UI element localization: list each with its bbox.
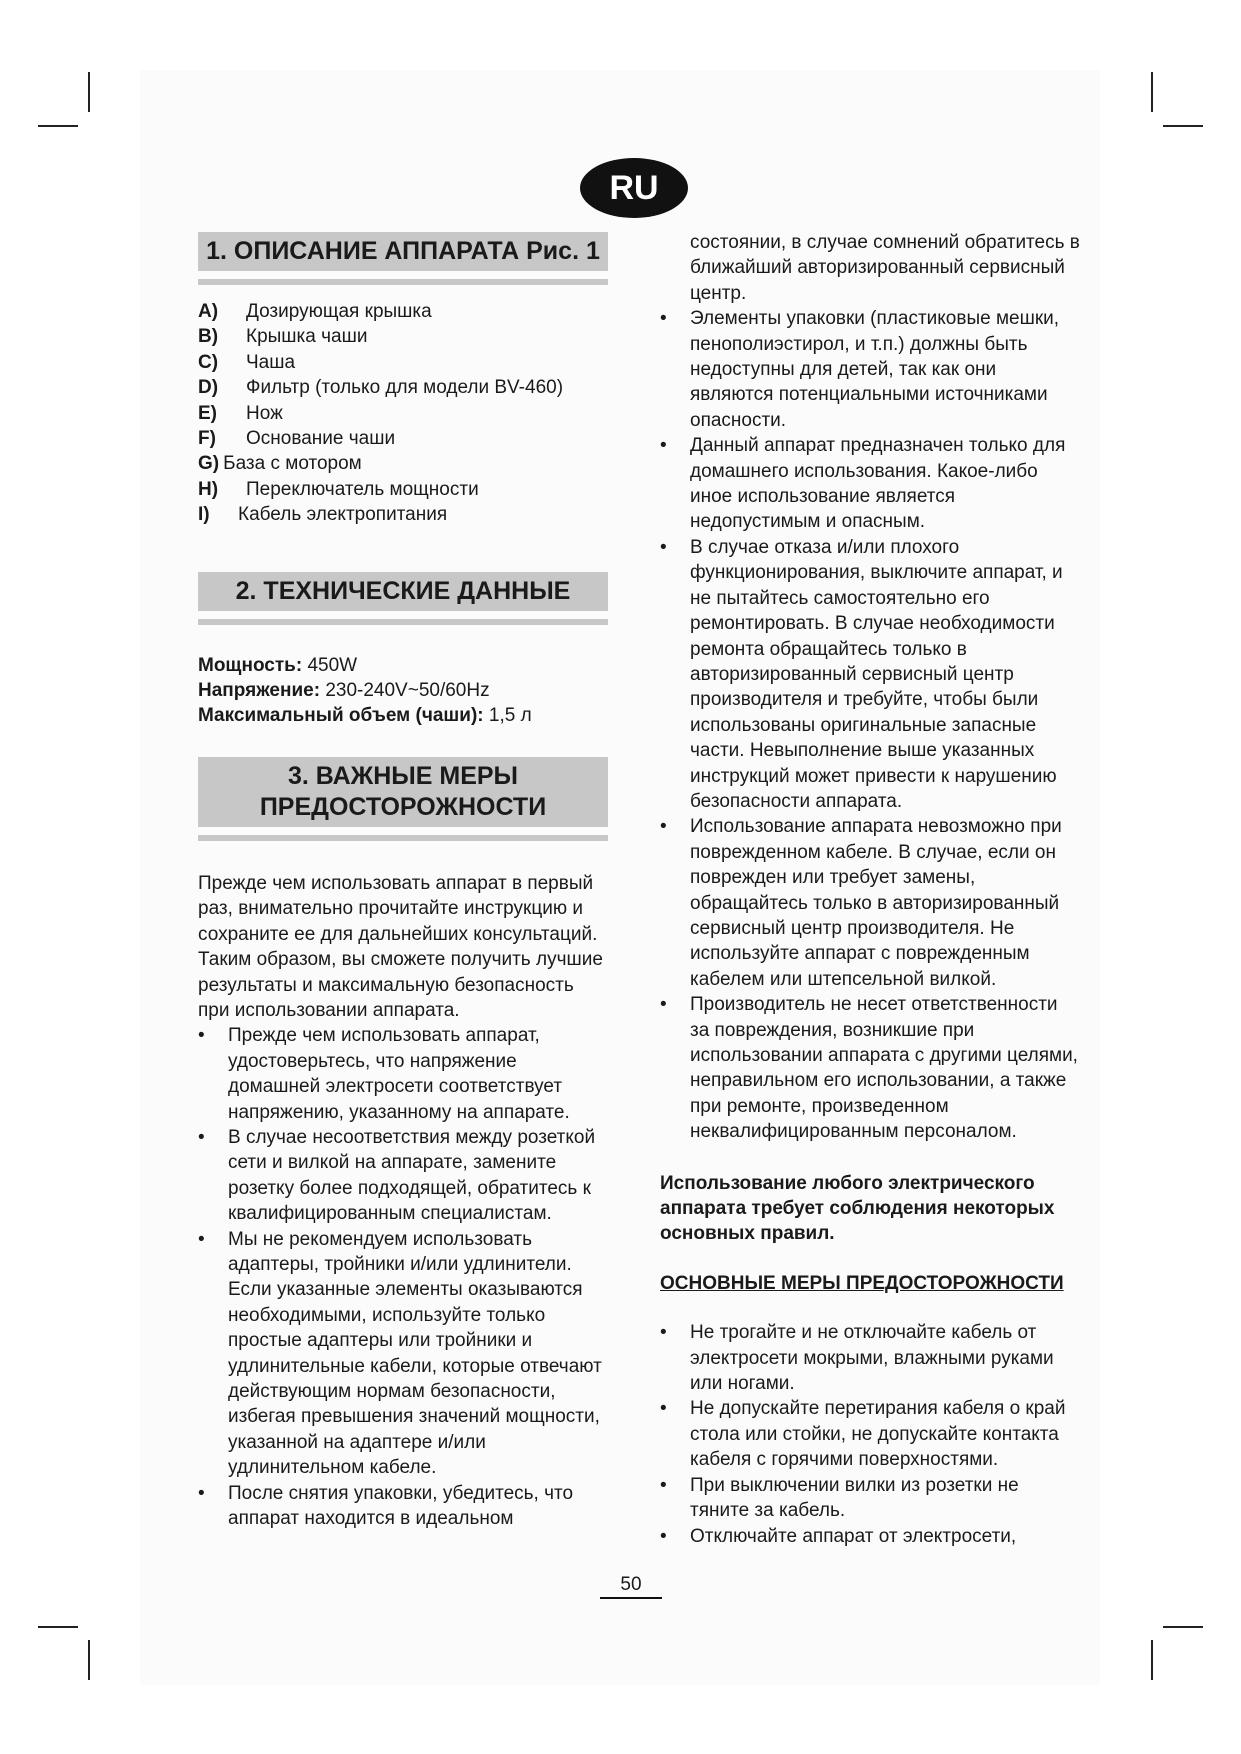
crop-mark: [38, 1626, 78, 1628]
crop-mark: [88, 72, 90, 112]
precautions-list-left: [198, 1023, 608, 1531]
list-item: [198, 401, 608, 426]
list-item: • Прежде чем использовать аппарат, удостоверьтесь, что напряжение домашней электросети соответствует напряжению, указанному на аппарате.: [198, 1023, 608, 1125]
part-letter: D): [198, 377, 219, 399]
list-item: [198, 299, 608, 324]
list-item: • Не трогайте и не отключайте кабель от электросети мокрыми, влажными руками или ногами.: [660, 1320, 1080, 1396]
crop-mark: [88, 1640, 90, 1680]
spec-label: Мощность:: [198, 654, 303, 676]
bold-note: Использование любого электрического аппарата требует соблюдения некоторых основных правил.: [660, 1172, 1055, 1245]
part-text: Фильтр (только для модели BV-460): [246, 377, 564, 399]
crop-mark: [1151, 72, 1153, 112]
spec-value: 230-240V~50/60Hz: [325, 680, 490, 702]
list-item: • Отключайте аппарат от электросети,: [660, 1524, 1080, 1549]
part-text: Переключатель мощности: [246, 478, 479, 500]
list-item: • В случае несоответствия между розеткой сети и вилкой на аппарате, замените розетку более подходящей, обратитесь к квалифицированным специалистам.: [198, 1125, 608, 1227]
section-divider: [198, 619, 608, 625]
part-text: База с мотором: [223, 453, 362, 475]
section3-title-line2: ПРЕДОСТОРОЖНОСТИ: [259, 792, 547, 821]
list-item-continuation: состоянии, в случае сомнений обратитесь в ближайший авторизированный сервисный центр.: [690, 232, 1080, 304]
part-letter: C): [198, 351, 219, 373]
precautions-list-right: [660, 230, 1080, 1145]
section1-title: 1. ОПИСАНИЕ АППАРАТА Рис. 1: [198, 232, 608, 271]
specs-block: [198, 653, 608, 729]
list-item: [198, 477, 608, 502]
left-column: [198, 232, 608, 1531]
section3-title-line1: 3. ВАЖНЫЕ МЕРЫ: [287, 761, 519, 790]
page-number: 50: [600, 1573, 662, 1599]
spec-value: 450W: [307, 654, 358, 676]
list-item: • Элементы упаковки (пластиковые мешки, пенополиэстирол, и т.п.) должны быть недоступны для детей, так как они являются потенциальными источниками опасности.: [660, 306, 1080, 433]
list-item: • В случае отказа и/или плохого функционирования, выключите аппарат, и не пытайтесь самостоятельно его ремонтировать. В случае необходимости ремонта обращайтесь только в авторизированный сервисный центр производителя и требуйте, чтобы были использованы оригинальные запасные части. Невыполнение выше указанных инструкций может привести к нарушению безопасности аппарата.: [660, 535, 1080, 814]
basic-precautions-list: [660, 1320, 1080, 1549]
part-text: Дозирующая крышка: [246, 301, 432, 322]
spec-row: [198, 703, 608, 728]
part-letter: B): [198, 326, 219, 348]
list-item: • Производитель не несет ответственности за повреждения, возникшие при использовании аппарата с другими целями, неправильном его использовании, а также при ремонте, произведенном неквалифицированным персоналом.: [660, 992, 1080, 1144]
list-item: [198, 451, 608, 476]
list-item: • После снятия упаковки, убедитесь, что аппарат находится в идеальном: [198, 1481, 608, 1532]
list-item: • Мы не рекомендуем использовать адаптеры, тройники и/или удлинители. Если указанные элементы оказываются необходимыми, используйте только простые адаптеры или тройники и удлинительные кабели, которые отвечают действующим нормам безопасности, избегая превышения значений мощности, указанной на адаптере и/или удлинительном кабеле.: [198, 1227, 608, 1481]
section3-title: [198, 757, 608, 827]
part-text: Чаша: [246, 351, 296, 373]
part-letter: F): [198, 428, 216, 450]
crop-mark: [1163, 125, 1203, 127]
right-column: [660, 230, 1080, 1549]
list-item: [198, 350, 608, 375]
list-item: • При выключении вилки из розетки не тяните за кабель.: [660, 1473, 1080, 1524]
section2-title: 2. ТЕХНИЧЕСКИЕ ДАННЫЕ: [198, 572, 608, 611]
list-item: • Не допускайте перетирания кабеля о край стола или стойки, не допускайте контакта кабеля с горячими поверхностями.: [660, 1396, 1080, 1472]
spec-label: Напряжение:: [198, 680, 321, 702]
list-item: • Данный аппарат предназначен только для домашнего использования. Какое-либо иное использование является недопустимым и опасным.: [660, 433, 1080, 535]
section-divider: [198, 279, 608, 285]
basic-precautions-heading: ОСНОВНЫЕ МЕРЫ ПРЕДОСТОРОЖНОСТИ: [660, 1272, 1064, 1294]
part-letter: A): [198, 301, 219, 322]
list-item: [198, 426, 608, 451]
part-letter: I): [198, 504, 210, 526]
list-item: [198, 375, 608, 400]
spec-value: 1,5 л: [488, 705, 532, 727]
part-letter: G): [198, 453, 220, 475]
parts-list: [198, 299, 608, 528]
list-item: [198, 502, 608, 527]
part-letter: H): [198, 478, 219, 500]
part-text: Крышка чаши: [246, 326, 368, 348]
crop-mark: [1151, 1640, 1153, 1680]
part-text: Основание чаши: [246, 428, 396, 450]
part-letter: E): [198, 402, 217, 424]
list-item: • Использование аппарата невозможно при поврежденном кабеле. В случае, если он поврежден или требует замены, обращайтесь только в авторизированный сервисный центр производителя. Не используйте аппарат с поврежденным кабелем или штепсельной вилкой.: [660, 814, 1080, 992]
crop-mark: [1163, 1626, 1203, 1628]
spec-label: Максимальный объем (чаши):: [198, 705, 484, 727]
spec-row: [198, 653, 608, 678]
list-item: [198, 324, 608, 349]
part-text: Нож: [246, 402, 283, 424]
intro-paragraph: Прежде чем использовать аппарат в первый раз, внимательно прочитайте инструкцию и сохраните ее для дальнейших консультаций. Таким образом, вы сможете получить лучшие результаты и максимальную безопасность при использовании аппарата.: [198, 872, 603, 1021]
spec-row: [198, 678, 608, 703]
crop-mark: [38, 125, 78, 127]
section-divider: [198, 835, 608, 841]
language-badge: RU: [580, 158, 688, 218]
part-text: Кабель электропитания: [238, 504, 448, 526]
